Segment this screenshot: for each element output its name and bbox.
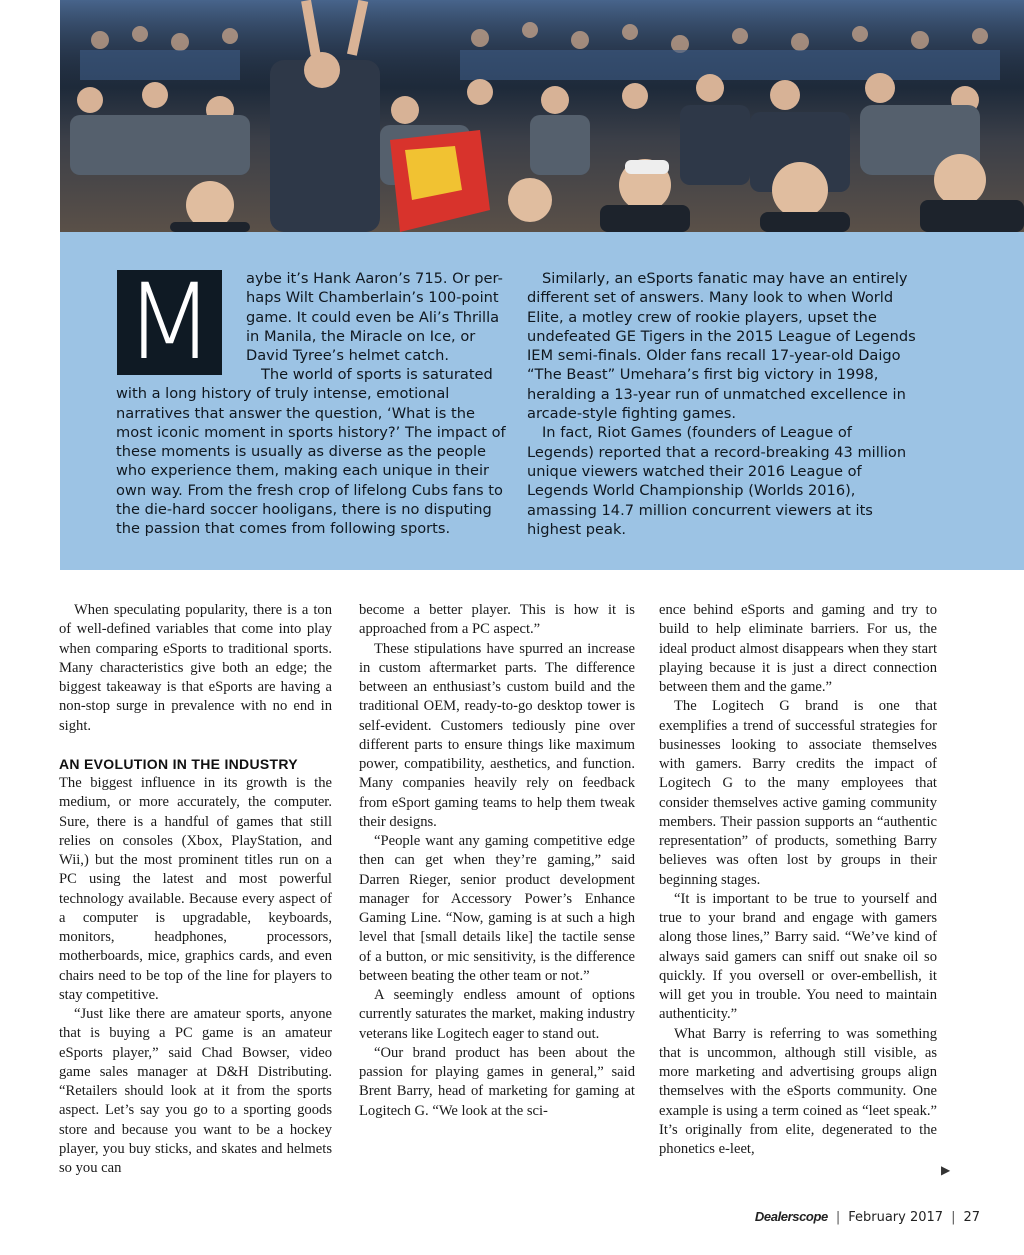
section-subhead: AN EVOLUTION IN THE INDUSTRY (59, 755, 298, 772)
body-paragraph: become a better player. This is how it is approached from a PC aspect.” (359, 602, 635, 638)
body-paragraph: “People want any gaming competitive edge then can get when they’re gaming,” said Darren Rieger, senior product development manager for Accessory Power’s Enhance Gaming Line. “Now, gaming is at such a high level that [small details like] the tactile sense of a button, or mic sensitivity, is the difference between beating the other team or not.” (359, 833, 635, 984)
hero-photo (60, 0, 1024, 232)
footer-separator: | (835, 1210, 841, 1225)
body-paragraph: “Our brand product has been about the passion for playing games in general,” said Brent Barry, head of marketing for gaming at Logitech G. “We look at the sci- (359, 1044, 635, 1119)
body-column-2 (359, 601, 635, 1121)
intro-line: David Tyree’s helmet catch. (246, 347, 450, 365)
intro-right-column (527, 269, 922, 539)
esports-crowd-photo (60, 0, 1024, 232)
body-paragraph: The biggest influence in its growth is the medium, or more accurately, the computer. Sure, there is a handful of games that still relies on consoles (Xbox, PlayStation, and Wii,) but the most prominent titles run on a PC using the latest and most powerful technology available. Because every aspect of a computer is upgradable, keyboards, monitors, headphones, processors, motherboards, mice, graphics cards, and even chairs need to be top of the line for players to stay competitive. (59, 775, 332, 1003)
body-paragraph: These stipulations have spurred an increase in custom aftermarket parts. The difference between an enthusiast’s custom build and the traditional OEM, ready-to-go desktop tower is self-evident. Customers tediously pine over different parts to ensure things like maximum power, compatibility, aesthetics, and function. Many companies heavily rely on feedback from eSport gaming teams to help them tweak their designs. (359, 640, 635, 830)
body-paragraph: The Logitech G brand is one that exemplifies a trend of successful strategies for businesses looking to associate themselves with gamers. Barry credits the impact of Logitech G to the many employees that consider themselves active gaming community members. Their passion supports an “authentic representation” of products, something Barry believes was often lost by groups in their beginning stages. (659, 698, 937, 888)
page-footer (755, 1209, 980, 1225)
intro-paragraph: In fact, Riot Games (founders of League of Legends) reported that a record-breaking 43 million unique viewers watched their 2016 League of Legends World Championship (Worlds 2016), amassing 14.7 million concurrent viewers at its highest peak. (527, 424, 907, 538)
intro-line: in Manila, the Miracle on Ice, or (246, 327, 476, 345)
body-paragraph: “Just like there are amateur sports, anyone that is buying a PC game is an amateur eSports player,” said Chad Bowser, video game sales manager at D&H Distributing. “Retailers should look at it from the sports aspect. Let’s say you go to a sporting goods store and because you want to be a hockey player, you buy sticks, and skates and helmets so you can (59, 1006, 332, 1176)
body-column-1 (59, 601, 332, 1178)
intro-lead-lines (246, 269, 508, 365)
body-paragraph: A seemingly endless amount of options currently saturates the market, making industry veterans like Logitech eager to stand out. (359, 987, 635, 1042)
intro-left-paragraph (116, 365, 508, 539)
body-paragraph: What Barry is referring to was something that is uncommon, although still visible, as more marketing and advertising groups align themselves with the eSports community. One example is using a term coined as “leet speak.” It’s originally from elite, degenerated to the phonetics e-leet, (659, 1025, 937, 1157)
body-paragraph: When speculating popularity, there is a ton of well-defined variables that come into play when comparing eSports to traditional sports. Many characteristics give both an edge; the biggest takeaway is that eSports are having a non-stop surge in prevalence with no end in sight. (59, 602, 332, 734)
drop-cap: M (117, 270, 222, 375)
body-paragraph: “It is important to be true to yourself and true to your brand and engage with gamers along those lines,” Barry said. “We’ve kind of always said gamers can sniff out snake oil so quickly. If you oversell or over-embellish, it will get you in trouble. You need to maintain authenticity.” (659, 890, 937, 1023)
intro-line: aybe it’s Hank Aaron’s 715. Or per- (246, 270, 503, 287)
issue-date: February 2017 (848, 1210, 944, 1225)
publication-name: Dealerscope (754, 1209, 828, 1224)
body-column-3 (659, 601, 937, 1159)
intro-line: haps Wilt Chamberlain’s 100-point (246, 289, 499, 307)
intro-paragraph: Similarly, an eSports fanatic may have an entirely different set of answers. Many look to when World Elite, a motley crew of rookie players, upset the undefeated GE Tigers in the 2015 League of Legends IEM semi-finals. Older fans recall 17-year-old Daigo “The Beast” Umehara’s first big victory in 1998, heralding a 13-year run of unmatched excellence in arcade-style fighting games. (527, 270, 916, 423)
intro-line: game. It could even be Ali’s Thrilla (246, 308, 500, 326)
intro-paragraph: The world of sports is saturated with a long history of truly intense, emotional narratives that answer the question, ‘What is the most iconic moment in sports history?’ The impact of these moments is usually as diverse as the people who experience them, making each unique in their own way. From the fresh crop of lifelong Cubs fans to the die-hard soccer hooligans, there is no disputing the passion that comes from following sports. (116, 366, 506, 538)
body-paragraph: ence behind eSports and gaming and try to build to help eliminate barriers. For us, the ideal product almost disappears when they start playing because it is just a direct connection between them and the game.” (659, 602, 937, 695)
footer-separator: | (951, 1210, 956, 1225)
page-number: 27 (963, 1210, 980, 1225)
continue-arrow-icon: ▶ (941, 1163, 951, 1177)
